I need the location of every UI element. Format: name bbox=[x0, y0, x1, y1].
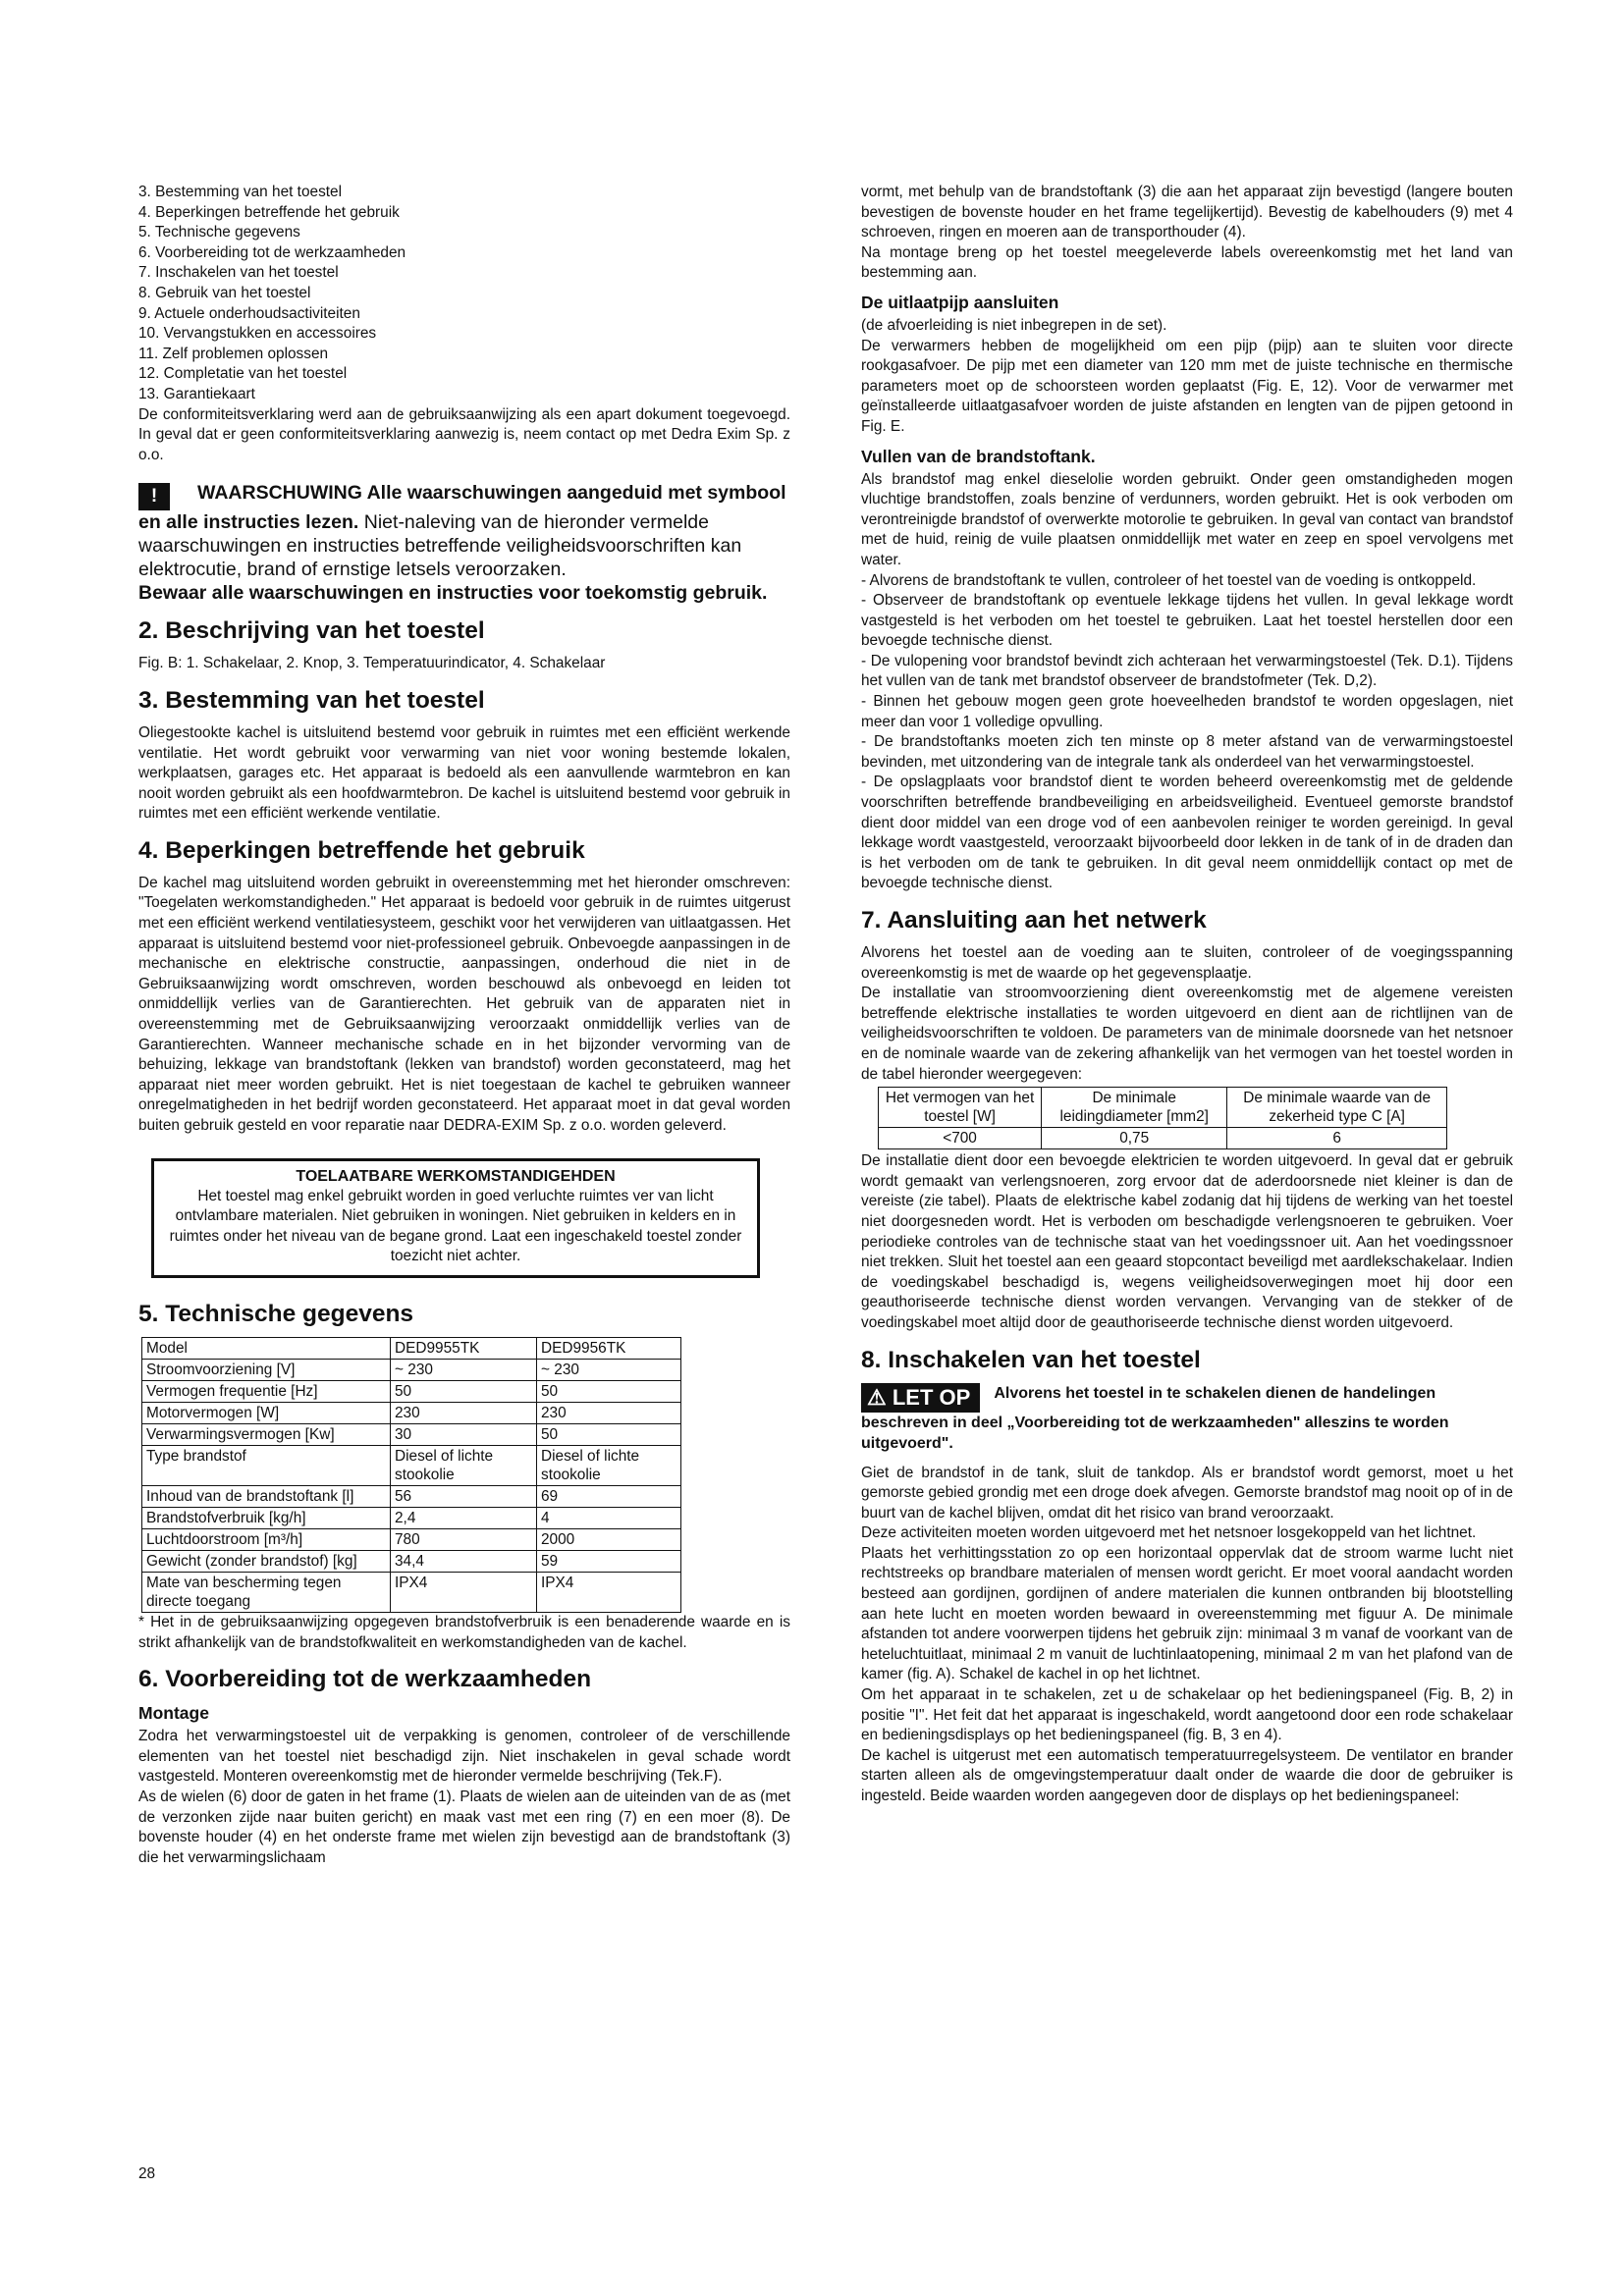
table-cell: 780 bbox=[391, 1528, 537, 1550]
section-text: De verwarmers hebben de mogelijkheid om een pijp (pijp) aan te sluiten voor directe rookgasafvoer. De pijp met een diameter van 120 mm met de juiste technische en thermische parameters moet op de schoorsteen worden geplaatst (Fig. E, 12). Voor de verwarmer met geïnstalleerde uitlaatgasafvoer worden de juiste afstanden en lengten van de pijpen getoond in Fig. E. bbox=[861, 337, 1513, 435]
section-text: Om het apparaat in te schakelen, zet u de schakelaar op het bedieningspaneel (Fig. B, 2) in positie "I". Het feit dat het apparaat is ingeschakeld, wordt aangetoond door een rode schakelaar en bedieningsdisplays op het bedieningspaneel (fig. B, 3 en 4). bbox=[861, 1686, 1513, 1744]
subsection-title: Montage bbox=[138, 1703, 209, 1724]
toc-item: 10. Vervangstukken en accessoires bbox=[138, 325, 377, 343]
table-row bbox=[142, 1572, 681, 1612]
table-cell: ~ 230 bbox=[537, 1359, 681, 1380]
section-text: As de wielen (6) door de gaten in het frame (1). Plaats de wielen aan de uiteinden van de as (met de verzonken zijde naar buiten gericht) en maak vast met een ring (7) en een moer (8). De bovenste houder (4) en het onderste frame met wielen zijn bevestigd aan de brandstoftank (3) die het verwarmingslichaam bbox=[138, 1788, 790, 1866]
table-row bbox=[142, 1423, 681, 1445]
toc-item: 5. Technische gegevens bbox=[138, 224, 300, 241]
table-cell: Mate van bescherming tegen directe toegang bbox=[142, 1572, 391, 1612]
table-cell: Luchtdoorstroom [m³/h] bbox=[142, 1528, 391, 1550]
warning-block bbox=[138, 481, 790, 605]
table-cell: <700 bbox=[879, 1128, 1042, 1149]
section-title: 3. Bestemming van het toestel bbox=[138, 686, 485, 714]
box-text: Het toestel mag enkel gebruikt worden in goed verluchte ruimtes ver van licht ontvlambare materialen. Niet gebruiken in woningen. Niet gebruiken in kelders en in ruimtes onder het niveau van de begane grond. Laat een ingeschakeld toestel zonder toezicht niet achter. bbox=[169, 1187, 742, 1265]
section-text: vormt, met behulp van de brandstoftank (3) die aan het apparaat zijn bevestigd (langere bouten bevestigen de bovenste houder en het frame tegelijkertijd). Bevestig de kabelhouders (9) met 4 schroeven, ringen en moeren aan de transporthouder (4). bbox=[861, 184, 1513, 241]
section-text: Alvorens het toestel aan de voeding aan te sluiten, controleer of de voegingsspanning overeenkomstig is met de waarde op het gegevensplaatje. bbox=[861, 944, 1513, 982]
toc-item: 12. Completatie van het toestel bbox=[138, 365, 348, 383]
warning-icon: ! bbox=[138, 483, 170, 510]
table-cell: IPX4 bbox=[391, 1572, 537, 1612]
subsection-title: De uitlaatpijp aansluiten bbox=[861, 292, 1059, 312]
list-item: - Alvorens de brandstoftank te vullen, controleer of het toestel van de voeding is ontkoppeld. bbox=[861, 571, 1477, 589]
left-column bbox=[138, 183, 790, 1868]
table-cell: 50 bbox=[537, 1380, 681, 1402]
section-title: 4. Beperkingen betreffende het gebruik bbox=[138, 836, 585, 864]
caution-badge bbox=[861, 1383, 980, 1413]
table-cell: Verwarmingsvermogen [Kw] bbox=[142, 1423, 391, 1445]
list-item: - Observeer de brandstoftank op eventuele lekkage tijdens het vullen. In geval lekkage wordt vastgesteld is het verboden om het toestel te gebruiken. Laat het toestel herstellen door een bevoegde technische dienst. bbox=[861, 592, 1513, 650]
section-text: Plaats het verhittingsstation zo op een horizontaal oppervlak dat de stroom warme lucht niet rechtstreeks op brandbare materialen of mensen wordt gericht. Er moet vooral aandacht worden besteed aan gordijnen, gordijnen of andere materialen die kunnen ontbranden bij blootstelling aan hete lucht en moeten worden bewaard in overeenstemming met figuur A. De minimale afstanden tot andere voorwerpen tijdens het gebruik zijn: minimaal 3 m vanaf de voorkant van de heteluchtuitlaat, minimaal 2 m vanuit de luchtinlaatopening, minimaal 2 m van het plafond van de kamer (fig. A). Schakel de kachel in op het lichtnet. bbox=[861, 1544, 1513, 1683]
table-row bbox=[142, 1337, 681, 1359]
toc-item: 7. Inschakelen van het toestel bbox=[138, 264, 339, 282]
section-text: Zodra het verwarmingstoestel uit de verpakking is genomen, controleer of de verschillende elementen van het toestel niet beschadigd zijn. Niet inschakelen in geval schade wordt vastgesteld. Monteren overeenkomstig met de hieronder vermelde beschrijving (Tek.F). bbox=[138, 1728, 790, 1786]
table-cell: 56 bbox=[391, 1485, 537, 1507]
toc-item: 8. Gebruik van het toestel bbox=[138, 284, 311, 301]
table-row bbox=[142, 1445, 681, 1485]
toc-item: 13. Garantiekaart bbox=[138, 385, 255, 402]
section-title: 8. Inschakelen van het toestel bbox=[861, 1346, 1201, 1373]
table-row bbox=[142, 1380, 681, 1402]
list-item: - De brandstoftanks moeten zich ten minste op 8 meter afstand van de verwarmingstoestel bevinden, met uitzondering van de integrale tank als onderdeel van het verwarmingstoestel. bbox=[861, 733, 1513, 771]
table-cell: 50 bbox=[537, 1423, 681, 1445]
table-cell: 59 bbox=[537, 1550, 681, 1572]
section-title: 7. Aansluiting aan het netwerk bbox=[861, 907, 1207, 934]
table-header-cell: De minimale leidingdiameter [mm2] bbox=[1042, 1088, 1227, 1128]
section-text: De installatie dient door een bevoegde elektricien te worden uitgevoerd. In geval dat er gebruik wordt gemaakt van verlengsnoeren, zorg ervoor dat de aderdoorsnede niet kleiner is dan de vereiste (zie tabel). Plaats de elektrische kabel zodanig dat hij tijdens de werking van het toestel niet doorgesneden wordt. Het is verboden om beschadigde verlengsnoeren te gebruiken. Voer periodieke controles van de technische staat van het voedingssnoer uit. Aan het voedingssnoer niet trekken. Sluit het toestel aan een geaard stopcontact beveiligd met aardlekschakelaar. Indien de voedingskabel beschadigd is, wegens veiligheidsoverwegingen moet hij door een geauthoriseerde technische dienst worden vervangen. Vervanging van de stekker of de voedingskabel moet altijd door de geauthoriseerde technische dienst worden uitgevoerd. bbox=[861, 1152, 1513, 1331]
table-cell: Vermogen frequentie [Hz] bbox=[142, 1380, 391, 1402]
caution-icon: ⚠ bbox=[867, 1384, 887, 1410]
table-cell: 69 bbox=[537, 1485, 681, 1507]
table-cell: 230 bbox=[537, 1402, 681, 1423]
spec-table bbox=[141, 1337, 681, 1613]
table-cell: DED9956TK bbox=[537, 1337, 681, 1359]
warning-text: Niet-naleving van de hieronder vermelde waarschuwingen en instructies betreffende veiligheidsvoorschriften kan elektrocutie, brand of ernstige letsels veroorzaken. bbox=[138, 511, 742, 581]
section-text: De kachel is uitgerust met een automatisch temperatuurregelsysteem. De ventilator en brander starten alleen als de omgevingstemperatuur daalt onder de waarde die door de gebruiker is ingesteld. Beide waarden worden aangegeven door de displays op het bedieningspaneel: bbox=[861, 1746, 1513, 1804]
table-cell: DED9955TK bbox=[391, 1337, 537, 1359]
table-cell: Gewicht (zonder brandstof) [kg] bbox=[142, 1550, 391, 1572]
table-row bbox=[879, 1128, 1447, 1149]
section-text: (de afvoerleiding is niet inbegrepen in de set). bbox=[861, 316, 1167, 334]
table-cell: 50 bbox=[391, 1380, 537, 1402]
subsection-title: Vullen van de brandstoftank. bbox=[861, 446, 1096, 466]
table-cell: Brandstofverbruik [kg/h] bbox=[142, 1507, 391, 1528]
table-header-cell: Het vermogen van het toestel [W] bbox=[879, 1088, 1042, 1128]
toc-item: 4. Beperkingen betreffende het gebruik bbox=[138, 203, 400, 221]
section-text: Giet de brandstof in de tank, sluit de tankdop. Als er brandstof wordt gemorst, moet u het gemorste gebied grondig met een droge doek afvegen. Gemorste brandstof mag nooit op of in de buurt van de kachel blijven, omdat dit het risico van brand veroorzaakt. bbox=[861, 1464, 1513, 1522]
table-cell: IPX4 bbox=[537, 1572, 681, 1612]
spec-note: * Het in de gebruiksaanwijzing opgegeven brandstofverbruik is een benaderende waarde en is strikt afhankelijk van de brandstofkwaliteit en werkomstandigheden van de kachel. bbox=[138, 1613, 790, 1651]
network-table bbox=[878, 1087, 1447, 1149]
table-cell: Model bbox=[142, 1337, 391, 1359]
table-cell: Type brandstof bbox=[142, 1445, 391, 1485]
section-text: Deze activiteiten moeten worden uitgevoerd met het netsnoer losgekoppeld van het lichtnet. bbox=[861, 1524, 1477, 1542]
table-row bbox=[142, 1402, 681, 1423]
table-cell: 6 bbox=[1227, 1128, 1447, 1149]
toc-item: 11. Zelf problemen oplossen bbox=[138, 345, 329, 362]
warning-keep: Bewaar alle waarschuwingen en instructies voor toekomstig gebruik. bbox=[138, 582, 768, 605]
page-number: 28 bbox=[138, 2165, 156, 2182]
table-row bbox=[142, 1550, 681, 1572]
list-item: - De opslagplaats voor brandstof dient te worden beheerd overeenkomstig met de geldende voorschriften betreffende brandbeveiliging en arbeidsveiligheid. Eventueel gemorste brandstof dient door middel van een droge vod of een aanbevolen reiniger te worden gereinigd. In geval lekkage wordt vaastgesteld, veroorzaakt bijvoorbeeld door lekken in de tank of in de draden dan is het verboden om de tank te gebruiken. In dit geval neem onmiddellijk contact op met de bevoegde technische dienst. bbox=[861, 774, 1513, 892]
list-item: - Binnen het gebouw mogen geen grote hoeveelheden brandstof te worden opgeslagen, niet meer dan voor 1 volledige opvulling. bbox=[861, 693, 1513, 730]
caution-block bbox=[861, 1383, 1513, 1454]
table-header-cell: De minimale waarde van de zekerheid type C [A] bbox=[1227, 1088, 1447, 1128]
box-title: TOELAATBARE WERKOMSTANDIGEHDEN bbox=[296, 1167, 616, 1185]
section-text: Als brandstof mag enkel dieselolie worden gebruikt. Onder geen omstandigheden mogen vluchtige brandstoffen, zoals benzine of verdunners, worden gebruikt. Het is ook verboden om verontreinigde brandstof of overwerkte motorolie te gebruiken. In geval van contact van brandstof met de huid, reinig de vuile plaatsen onmiddellijk met water en zeep en spoel vervolgens met water. bbox=[861, 470, 1513, 568]
table-row bbox=[879, 1088, 1447, 1128]
operating-conditions-box bbox=[151, 1158, 760, 1278]
table-cell: 30 bbox=[391, 1423, 537, 1445]
table-cell: 34,4 bbox=[391, 1550, 537, 1572]
caution-label: LET OP bbox=[892, 1384, 971, 1410]
table-cell: 2,4 bbox=[391, 1507, 537, 1528]
toc-item: 9. Actuele onderhoudsactiviteiten bbox=[138, 304, 360, 322]
section-text: De installatie van stroomvoorziening dient overeenkomstig met de algemene vereisten betreffende elektrische installaties te worden uitgevoerd en dient aan de richtlijnen van de veiligheidsvoorschriften te voldoen. De parameters van de minimale doorsnede van het netsnoer en de nominale waarde van de zekering afhankelijk van het vermogen van het toestel worden in de tabel hieronder weergegeven: bbox=[861, 985, 1513, 1083]
toc-list bbox=[138, 183, 790, 405]
section-text: Fig. B: 1. Schakelaar, 2. Knop, 3. Temperatuurindicator, 4. Schakelaar bbox=[138, 655, 606, 672]
section-title: 5. Technische gegevens bbox=[138, 1300, 414, 1327]
conformity-text: De conformiteitsverklaring werd aan de gebruiksaanwijzing als een apart dokument toegevoegd. In geval dat er geen conformiteitsverklaring aanwezig is, neem contact op met Dedra Exim Sp. z o.o. bbox=[138, 405, 790, 463]
list-item: - De vulopening voor brandstof bevindt zich achteraan het verwarmingstoestel (Tek. D.1). Tijdens het vullen van de tank met brandstof observeer de brandstofmeter (Tek. D,2). bbox=[861, 652, 1513, 690]
table-row bbox=[142, 1485, 681, 1507]
table-cell: 230 bbox=[391, 1402, 537, 1423]
section-text: De kachel mag uitsluitend worden gebruikt in overeenstemming met het hieronder omschreven: "Toegelaten werkomstandigheden." Het apparaat is bedoeld voor gebruik in de ruimtes uitgerust met een efficiënt werkend ventilatiesysteem, geschikt voor het verwijderen van uitlaatgassen. Het apparaat is uitsluitend bestemd voor niet-professioneel gebruik. Onbevoegde aanpassingen in de mechanische en elektrische constructie, aanpassingen, onderhoud die niet in de Gebruiksaanwijzing wordt omschreven, worden beschouwd als onbevoegd en leiden tot onmiddellijk verlies van de Garantierechten. Het gebruik van de apparaten niet in overeenstemming met de Gebruiksaanwijzing veroorzaakt onmiddellijk verlies van de Garantierechten. Wanneer mechanische schade en in het bijzonder vervorming van de behuizing, lekkage van brandstoftank (lekken van brandstof) worden geconstateerd, mag het apparaat niet meer worden gebruikt. Het is niet toegestaan de kachel te gebruiken wanneer onregelmatigheden in het bedrijf worden geconstateerd. Het apparaat moet in dat geval worden buiten gebruik gesteld en voor reparatie naar DEDRA-EXIM Sp. z o.o. worden geleverd. bbox=[138, 874, 790, 1134]
caution-text: Alvorens het toestel in te schakelen dienen de handelingen beschreven in deel „Voorbereiding tot de werkzaamheden" alleszins te worden uitgevoerd". bbox=[861, 1384, 1449, 1452]
table-cell: Inhoud van de brandstoftank [l] bbox=[142, 1485, 391, 1507]
table-row bbox=[142, 1507, 681, 1528]
table-cell: 4 bbox=[537, 1507, 681, 1528]
right-column bbox=[861, 183, 1513, 1807]
section-title: 6. Voorbereiding tot de werkzaamheden bbox=[138, 1666, 592, 1693]
section-text: Na montage breng op het toestel meegeleverde labels overeenkomstig met het land van bestemming aan. bbox=[861, 243, 1513, 282]
section-text: Oliegestookte kachel is uitsluitend bestemd voor gebruik in ruimtes met een efficiënt werkende ventilatie. Het wordt gebruikt voor verwarming van niet voor woning bestemde lokalen, werkplaatsen, garages etc. Het apparaat is bedoeld als een aanvullende warmtebron en kan nooit worden gebruikt als een hoofdwarmtebron. De kachel is uitsluitend bestemd voor gebruik in ruimtes met een efficiënt werkende ventilatie. bbox=[138, 723, 790, 823]
table-row bbox=[142, 1359, 681, 1380]
table-cell: 2000 bbox=[537, 1528, 681, 1550]
table-cell: Stroomvoorziening [V] bbox=[142, 1359, 391, 1380]
table-cell: ~ 230 bbox=[391, 1359, 537, 1380]
warning-bold: WAARSCHUWING Alle waarschuwingen aangeduid met symbool en alle instructies lezen. bbox=[138, 482, 786, 534]
toc-item: 6. Voorbereiding tot de werkzaamheden bbox=[138, 243, 406, 261]
table-cell: 0,75 bbox=[1042, 1128, 1227, 1149]
table-row bbox=[142, 1528, 681, 1550]
table-cell: Motorvermogen [W] bbox=[142, 1402, 391, 1423]
table-cell: Diesel of lichte stookolie bbox=[537, 1445, 681, 1485]
section-title: 2. Beschrijving van het toestel bbox=[138, 617, 485, 645]
toc-item: 3. Bestemming van het toestel bbox=[138, 184, 343, 200]
table-cell: Diesel of lichte stookolie bbox=[391, 1445, 537, 1485]
